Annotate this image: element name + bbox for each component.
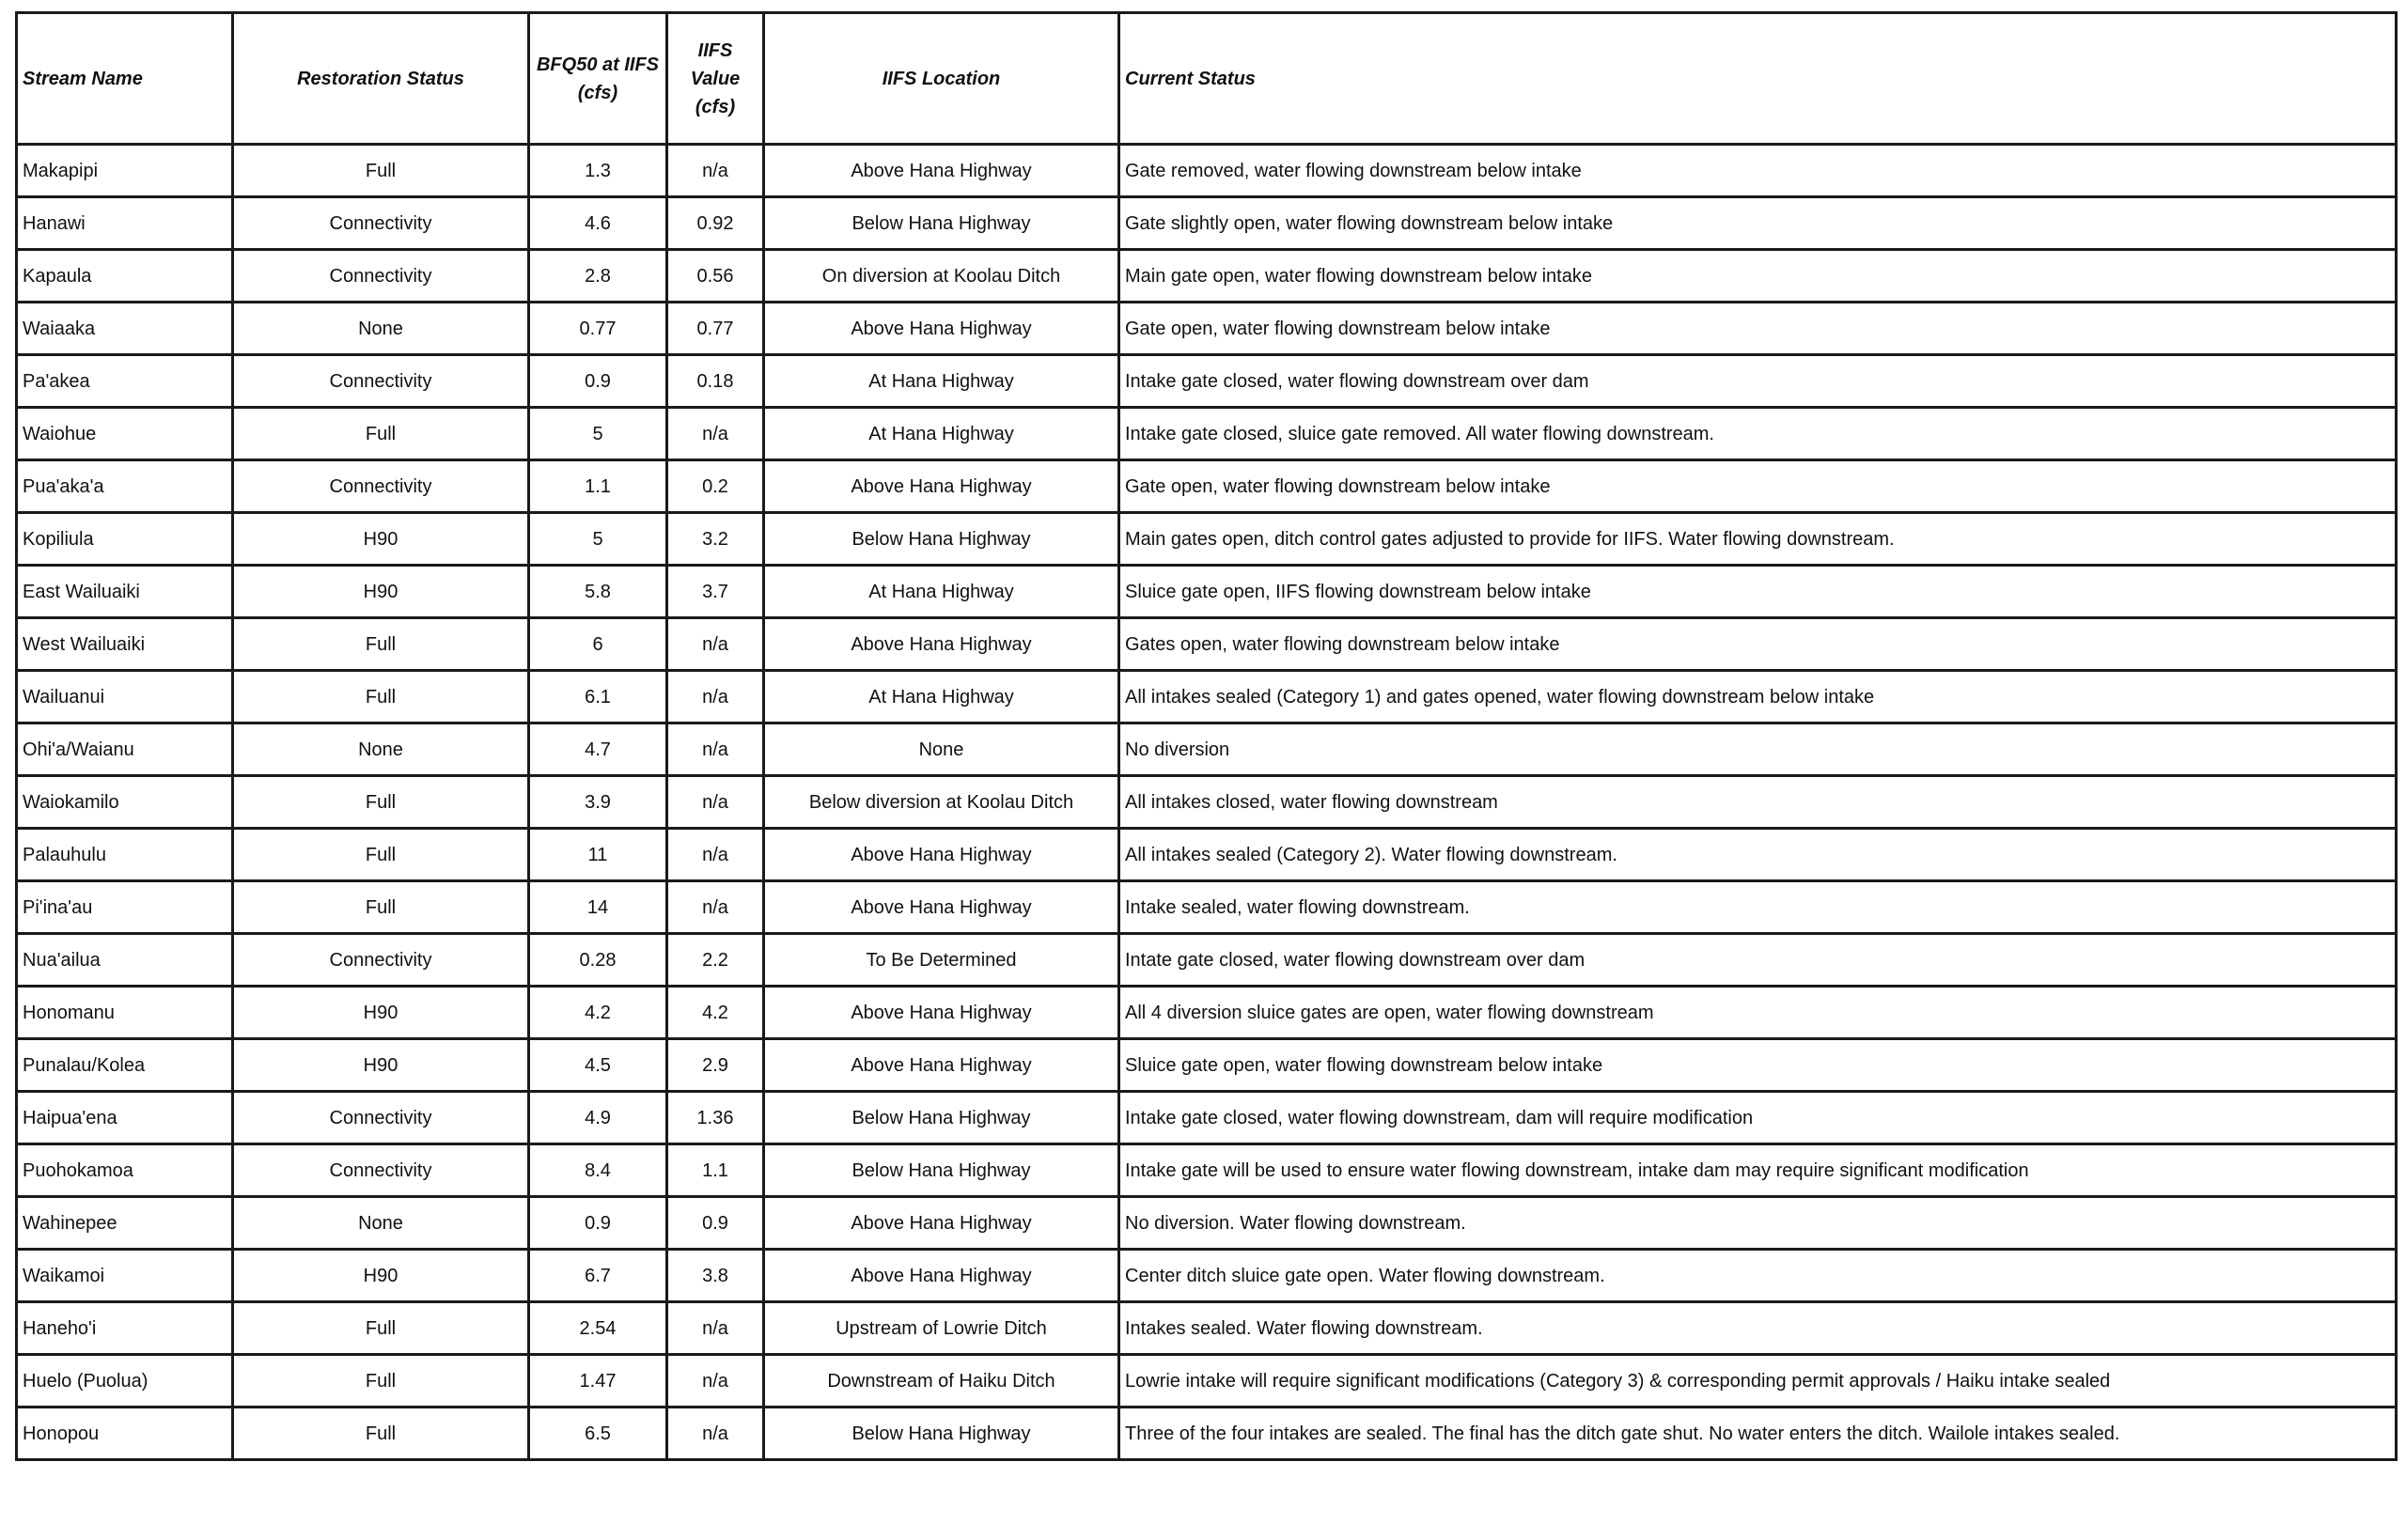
stream-status-table-sheet <box>15 11 2395 1461</box>
table-row <box>17 1092 2397 1144</box>
cell-stream-name: Kopiliula <box>17 513 233 566</box>
cell-iifs-value: n/a <box>667 671 764 723</box>
table-row <box>17 566 2397 618</box>
cell-stream-name: Hanawi <box>17 197 233 250</box>
cell-current-status: All 4 diversion sluice gates are open, water flowing downstream <box>1119 987 2397 1039</box>
cell-current-status: Intake gate closed, water flowing downstream, dam will require modification <box>1119 1092 2397 1144</box>
cell-iifs-location: Above Hana Highway <box>764 303 1119 355</box>
table-row <box>17 618 2397 671</box>
cell-iifs-value: n/a <box>667 776 764 829</box>
cell-bfq50: 6.1 <box>529 671 667 723</box>
cell-iifs-location: Above Hana Highway <box>764 881 1119 934</box>
cell-iifs-location: Above Hana Highway <box>764 460 1119 513</box>
cell-restoration-status: Full <box>233 881 529 934</box>
cell-iifs-value: 3.2 <box>667 513 764 566</box>
cell-iifs-value: n/a <box>667 723 764 776</box>
cell-iifs-location: Below Hana Highway <box>764 513 1119 566</box>
cell-bfq50: 1.3 <box>529 145 667 197</box>
cell-current-status: Main gate open, water flowing downstream below intake <box>1119 250 2397 303</box>
cell-stream-name: Puohokamoa <box>17 1144 233 1197</box>
header-stream-name: Stream Name <box>17 13 233 145</box>
table-row <box>17 197 2397 250</box>
cell-iifs-location: Above Hana Highway <box>764 145 1119 197</box>
table-row <box>17 513 2397 566</box>
cell-iifs-location: Above Hana Highway <box>764 1197 1119 1250</box>
cell-restoration-status: H90 <box>233 987 529 1039</box>
cell-iifs-location: Below diversion at Koolau Ditch <box>764 776 1119 829</box>
cell-bfq50: 4.9 <box>529 1092 667 1144</box>
table-row <box>17 723 2397 776</box>
cell-stream-name: Waiaaka <box>17 303 233 355</box>
cell-restoration-status: Connectivity <box>233 460 529 513</box>
cell-current-status: Sluice gate open, IIFS flowing downstream below intake <box>1119 566 2397 618</box>
cell-stream-name: Honomanu <box>17 987 233 1039</box>
cell-iifs-location: To Be Determined <box>764 934 1119 987</box>
cell-iifs-location: Above Hana Highway <box>764 1039 1119 1092</box>
table-row <box>17 1408 2397 1460</box>
table-row <box>17 355 2397 408</box>
header-iifs-location: IIFS Location <box>764 13 1119 145</box>
cell-current-status: All intakes sealed (Category 2). Water flowing downstream. <box>1119 829 2397 881</box>
header-current-status: Current Status <box>1119 13 2397 145</box>
cell-iifs-location: On diversion at Koolau Ditch <box>764 250 1119 303</box>
cell-stream-name: West Wailuaiki <box>17 618 233 671</box>
cell-current-status: Gate removed, water flowing downstream below intake <box>1119 145 2397 197</box>
cell-restoration-status: Full <box>233 408 529 460</box>
cell-restoration-status: Full <box>233 1408 529 1460</box>
cell-current-status: Intake gate closed, water flowing downstream over dam <box>1119 355 2397 408</box>
cell-iifs-location: At Hana Highway <box>764 355 1119 408</box>
cell-bfq50: 4.6 <box>529 197 667 250</box>
cell-restoration-status: Connectivity <box>233 1092 529 1144</box>
cell-iifs-location: None <box>764 723 1119 776</box>
table-row <box>17 408 2397 460</box>
cell-current-status: Intake gate closed, sluice gate removed. All water flowing downstream. <box>1119 408 2397 460</box>
cell-iifs-value: n/a <box>667 408 764 460</box>
cell-current-status: All intakes sealed (Category 1) and gates opened, water flowing downstream below intake <box>1119 671 2397 723</box>
cell-restoration-status: H90 <box>233 1250 529 1302</box>
cell-stream-name: Huelo (Puolua) <box>17 1355 233 1408</box>
table-row <box>17 1197 2397 1250</box>
cell-current-status: No diversion. Water flowing downstream. <box>1119 1197 2397 1250</box>
cell-iifs-value: 1.36 <box>667 1092 764 1144</box>
cell-iifs-value: 0.18 <box>667 355 764 408</box>
table-row <box>17 1039 2397 1092</box>
table-body <box>17 145 2397 1460</box>
table-row <box>17 145 2397 197</box>
cell-iifs-location: Below Hana Highway <box>764 1092 1119 1144</box>
cell-restoration-status: Connectivity <box>233 197 529 250</box>
cell-bfq50: 4.5 <box>529 1039 667 1092</box>
cell-bfq50: 1.47 <box>529 1355 667 1408</box>
cell-iifs-value: 2.9 <box>667 1039 764 1092</box>
cell-stream-name: Pua'aka'a <box>17 460 233 513</box>
cell-current-status: All intakes closed, water flowing downstream <box>1119 776 2397 829</box>
header-bfq50: BFQ50 at IIFS (cfs) <box>529 13 667 145</box>
cell-iifs-location: Above Hana Highway <box>764 618 1119 671</box>
cell-iifs-location: Above Hana Highway <box>764 987 1119 1039</box>
cell-iifs-value: 4.2 <box>667 987 764 1039</box>
cell-bfq50: 2.54 <box>529 1302 667 1355</box>
cell-stream-name: Punalau/Kolea <box>17 1039 233 1092</box>
table-row <box>17 1355 2397 1408</box>
cell-bfq50: 5 <box>529 513 667 566</box>
cell-iifs-value: 1.1 <box>667 1144 764 1197</box>
cell-current-status: Intakes sealed. Water flowing downstream. <box>1119 1302 2397 1355</box>
cell-iifs-value: n/a <box>667 1408 764 1460</box>
table-row <box>17 303 2397 355</box>
cell-restoration-status: Connectivity <box>233 250 529 303</box>
cell-stream-name: Waiohue <box>17 408 233 460</box>
cell-restoration-status: Full <box>233 1355 529 1408</box>
cell-bfq50: 0.9 <box>529 1197 667 1250</box>
cell-restoration-status: Connectivity <box>233 1144 529 1197</box>
cell-iifs-location: Below Hana Highway <box>764 1144 1119 1197</box>
table-row <box>17 776 2397 829</box>
cell-current-status: Sluice gate open, water flowing downstream below intake <box>1119 1039 2397 1092</box>
cell-stream-name: Wailuanui <box>17 671 233 723</box>
cell-iifs-value: 3.8 <box>667 1250 764 1302</box>
cell-stream-name: East Wailuaiki <box>17 566 233 618</box>
table-row <box>17 1250 2397 1302</box>
cell-bfq50: 4.7 <box>529 723 667 776</box>
cell-bfq50: 0.9 <box>529 355 667 408</box>
cell-bfq50: 5 <box>529 408 667 460</box>
cell-current-status: Three of the four intakes are sealed. The final has the ditch gate shut. No water enters the ditch. Wailole intakes sealed. <box>1119 1408 2397 1460</box>
cell-stream-name: Pi'ina'au <box>17 881 233 934</box>
cell-bfq50: 14 <box>529 881 667 934</box>
table-row <box>17 881 2397 934</box>
cell-iifs-value: 0.92 <box>667 197 764 250</box>
cell-iifs-value: n/a <box>667 829 764 881</box>
cell-stream-name: Haneho'i <box>17 1302 233 1355</box>
cell-restoration-status: Full <box>233 776 529 829</box>
cell-restoration-status: Full <box>233 671 529 723</box>
cell-restoration-status: Full <box>233 145 529 197</box>
table-row <box>17 671 2397 723</box>
cell-bfq50: 11 <box>529 829 667 881</box>
cell-stream-name: Waiokamilo <box>17 776 233 829</box>
table-row <box>17 829 2397 881</box>
cell-restoration-status: Connectivity <box>233 355 529 408</box>
cell-current-status: Gates open, water flowing downstream below intake <box>1119 618 2397 671</box>
stream-status-table <box>15 11 2398 1461</box>
cell-iifs-value: 0.2 <box>667 460 764 513</box>
cell-current-status: Lowrie intake will require significant modifications (Category 3) & corresponding permit approvals / Haiku intake sealed <box>1119 1355 2397 1408</box>
cell-iifs-value: 2.2 <box>667 934 764 987</box>
cell-iifs-location: Below Hana Highway <box>764 1408 1119 1460</box>
cell-iifs-location: At Hana Highway <box>764 566 1119 618</box>
cell-stream-name: Honopou <box>17 1408 233 1460</box>
cell-iifs-location: Below Hana Highway <box>764 197 1119 250</box>
table-row <box>17 934 2397 987</box>
cell-stream-name: Kapaula <box>17 250 233 303</box>
table-row <box>17 250 2397 303</box>
cell-restoration-status: H90 <box>233 513 529 566</box>
cell-bfq50: 8.4 <box>529 1144 667 1197</box>
cell-stream-name: Haipua'ena <box>17 1092 233 1144</box>
table-row <box>17 1302 2397 1355</box>
cell-bfq50: 6.5 <box>529 1408 667 1460</box>
cell-iifs-value: n/a <box>667 618 764 671</box>
cell-current-status: Intate gate closed, water flowing downstream over dam <box>1119 934 2397 987</box>
cell-bfq50: 6.7 <box>529 1250 667 1302</box>
cell-iifs-value: n/a <box>667 881 764 934</box>
cell-current-status: Gate open, water flowing downstream below intake <box>1119 460 2397 513</box>
cell-current-status: Center ditch sluice gate open. Water flowing downstream. <box>1119 1250 2397 1302</box>
cell-restoration-status: Full <box>233 1302 529 1355</box>
cell-bfq50: 1.1 <box>529 460 667 513</box>
cell-iifs-value: 0.77 <box>667 303 764 355</box>
cell-restoration-status: H90 <box>233 1039 529 1092</box>
header-row <box>17 13 2397 145</box>
header-restoration-status: Restoration Status <box>233 13 529 145</box>
cell-bfq50: 5.8 <box>529 566 667 618</box>
cell-iifs-value: 0.56 <box>667 250 764 303</box>
cell-bfq50: 6 <box>529 618 667 671</box>
cell-iifs-value: 3.7 <box>667 566 764 618</box>
cell-bfq50: 4.2 <box>529 987 667 1039</box>
cell-stream-name: Waikamoi <box>17 1250 233 1302</box>
header-iifs-value: IIFS Value (cfs) <box>667 13 764 145</box>
cell-restoration-status: None <box>233 723 529 776</box>
cell-restoration-status: Full <box>233 618 529 671</box>
cell-bfq50: 0.28 <box>529 934 667 987</box>
cell-iifs-location: At Hana Highway <box>764 408 1119 460</box>
cell-current-status: Main gates open, ditch control gates adjusted to provide for IIFS. Water flowing downstream. <box>1119 513 2397 566</box>
table-row <box>17 1144 2397 1197</box>
cell-iifs-location: Above Hana Highway <box>764 829 1119 881</box>
cell-iifs-value: n/a <box>667 1355 764 1408</box>
cell-restoration-status: H90 <box>233 566 529 618</box>
cell-bfq50: 3.9 <box>529 776 667 829</box>
cell-stream-name: Ohi'a/Waianu <box>17 723 233 776</box>
cell-current-status: Intake sealed, water flowing downstream. <box>1119 881 2397 934</box>
cell-restoration-status: None <box>233 1197 529 1250</box>
cell-current-status: Gate open, water flowing downstream below intake <box>1119 303 2397 355</box>
cell-iifs-location: Downstream of Haiku Ditch <box>764 1355 1119 1408</box>
cell-iifs-location: Above Hana Highway <box>764 1250 1119 1302</box>
cell-stream-name: Wahinepee <box>17 1197 233 1250</box>
cell-bfq50: 2.8 <box>529 250 667 303</box>
cell-iifs-location: Upstream of Lowrie Ditch <box>764 1302 1119 1355</box>
cell-iifs-value: n/a <box>667 145 764 197</box>
cell-iifs-value: 0.9 <box>667 1197 764 1250</box>
cell-restoration-status: None <box>233 303 529 355</box>
cell-iifs-value: n/a <box>667 1302 764 1355</box>
cell-current-status: Gate slightly open, water flowing downstream below intake <box>1119 197 2397 250</box>
cell-stream-name: Palauhulu <box>17 829 233 881</box>
cell-restoration-status: Connectivity <box>233 934 529 987</box>
cell-restoration-status: Full <box>233 829 529 881</box>
cell-current-status: Intake gate will be used to ensure water flowing downstream, intake dam may require significant modification <box>1119 1144 2397 1197</box>
cell-bfq50: 0.77 <box>529 303 667 355</box>
cell-current-status: No diversion <box>1119 723 2397 776</box>
cell-stream-name: Pa'akea <box>17 355 233 408</box>
table-row <box>17 460 2397 513</box>
cell-stream-name: Makapipi <box>17 145 233 197</box>
cell-stream-name: Nua'ailua <box>17 934 233 987</box>
table-row <box>17 987 2397 1039</box>
cell-iifs-location: At Hana Highway <box>764 671 1119 723</box>
